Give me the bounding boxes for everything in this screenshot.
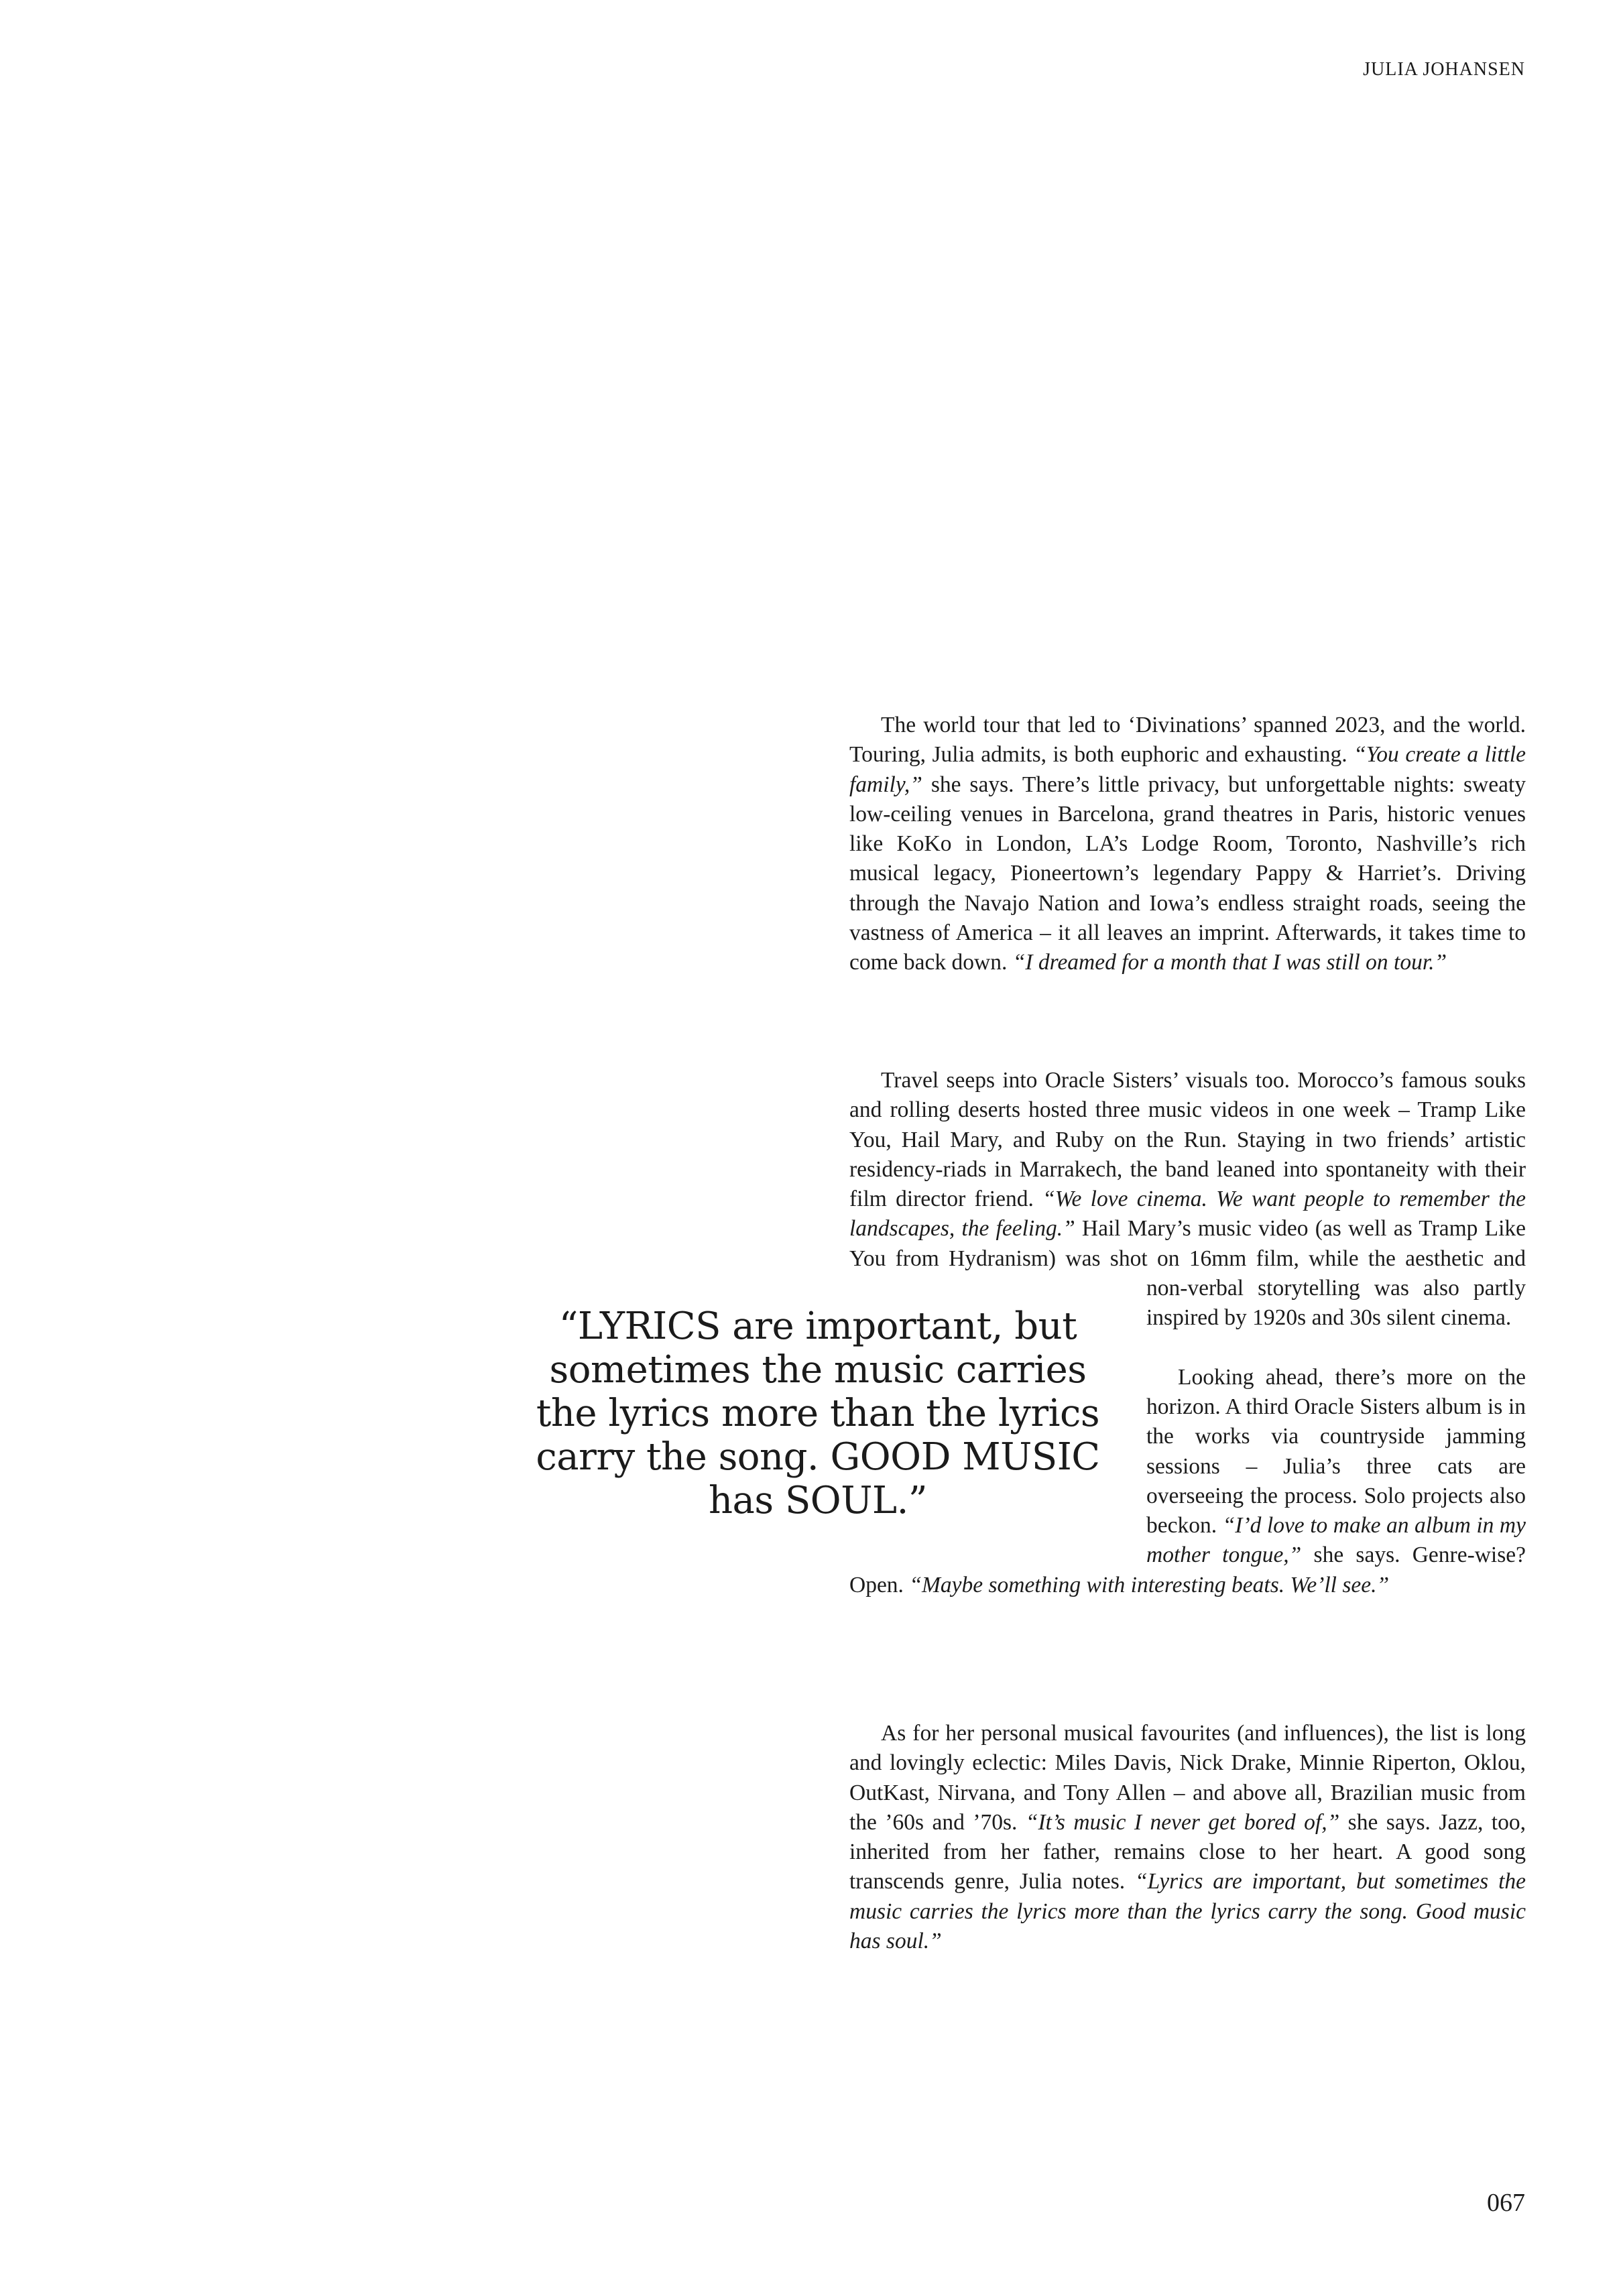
running-header: JULIA JOHANSEN xyxy=(1363,59,1525,80)
quote-text: “We love cinema. We want people to remember the landscapes, the feeling.” xyxy=(849,1187,1526,1242)
quote-text: “I dreamed for a month that I was still on tour.” xyxy=(1012,950,1447,975)
paragraph-text: she says. Jazz, too, inherited from her father, remains close to her heart. A good song transcends genre, Julia notes. xyxy=(849,1809,1526,1894)
page-number: 067 xyxy=(1487,2189,1525,2217)
body-text-column xyxy=(849,711,1526,978)
quote-text: “Lyrics are important, but sometimes the music carries the lyrics more than the lyrics carry the song. Good music has soul.” xyxy=(849,1869,1526,1954)
paragraph-text: As for her personal musical favourites (and influences), the list is long and lovingly eclectic: Miles Davis, Nick Drake, Minnie Riperton, Oklou, OutKast, Nirvana, and Tony Allen – and above all, Brazilian music from the ’60s and ’70s. xyxy=(849,1721,1526,1835)
paragraph-influences xyxy=(849,1719,1526,1956)
quote-text: “I’d love to make an album in my mother tongue,” xyxy=(1146,1513,1526,1568)
quote-text: “Maybe something with interesting beats. We’ll see.” xyxy=(909,1572,1390,1597)
quote-text: “It’s music I never get bored of,” xyxy=(1025,1809,1340,1835)
paragraph-text: Travel seeps into Oracle Sisters’ visuals too. Morocco’s famous souks and rolling deserts hosted three music videos in one week – Tramp Like You, Hail Mary, and Ruby on the Run. Staying in two friends’ artistic residency-riads in Marrakech, the band leaned into spontaneity with their film director friend. xyxy=(849,1068,1526,1212)
paragraph-text: Looking ahead, there’s more on the horizon. A third Oracle Sisters album is in the works via countryside jamming sessions – Julia’s three cats are overseeing the process. Solo projects also beckon. xyxy=(1146,1364,1526,1538)
paragraph-text: Hail Mary’s music video (as well as Tramp Like You from Hydranism) was shot on 16mm film, while the aesthetic and non-verbal storytelling was also partly inspired by 1920s and 30s silent cinema. xyxy=(849,1216,1526,1331)
quote-text: “You create a little family,” xyxy=(849,742,1526,797)
paragraph-tour xyxy=(849,711,1526,978)
paragraph-text: she says. There’s little privacy, but unforgettable nights: sweaty low-ceiling venues in Barcelona, grand theatres in Paris, historic venues like KoKo in London, LA’s Lodge Room, Toronto, Nashville’s rich musical legacy, Pioneertown’s legendary Pappy & Harriet’s. Driving through the Navajo Nation and Iowa’s endless straight roads, seeing the vastness of America – it all leaves an imprint. Afterwards, it takes time to come back down. xyxy=(849,772,1526,975)
paragraph-text: The world tour that led to ‘Divinations’ spanned 2023, and the world. Touring, Julia admits, is both euphoric and exhausting. xyxy=(849,713,1526,768)
pull-quote: “LYRICS are important, but sometimes the music carries the lyrics more than the lyrics carry the song. GOOD MUSIC has SOUL.” xyxy=(536,1305,1100,1522)
paragraph-text: she says. Genre-wise? Open. xyxy=(849,1543,1526,1597)
paragraph-visuals xyxy=(849,1066,1526,1333)
body-text-column xyxy=(849,1719,1526,1956)
